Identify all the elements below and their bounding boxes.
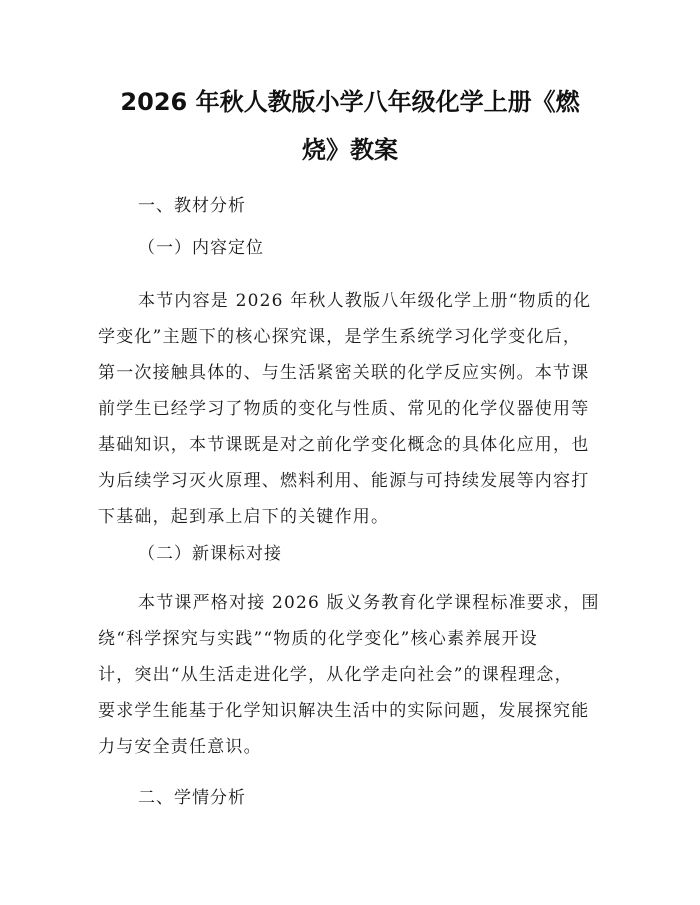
paragraph-line: 为后续学习灭火原理、燃料利用、能源与可持续发展等内容打 xyxy=(98,471,590,491)
paragraph-line: 本节课严格对接 2026 版义务教育化学课程标准要求，围 xyxy=(138,593,600,613)
paragraph-line: 力与安全责任意识。 xyxy=(98,737,262,757)
paragraph-line: 本节内容是 2026 年秋人教版八年级化学上册“物质的化 xyxy=(138,291,592,311)
paragraph-line: 前学生已经学习了物质的变化与性质、常见的化学仪器使用等 xyxy=(98,399,590,419)
paragraph-line: 下基础，起到承上启下的关键作用。 xyxy=(98,507,390,527)
paragraph-line: 要求学生能基于化学知识解决生活中的实际问题，发展探究能 xyxy=(98,701,590,721)
paragraph-curriculum-standards xyxy=(98,585,606,765)
document-title-line-2: 烧》教案 xyxy=(302,136,398,164)
paragraph-line: 绕“科学探究与实践”“物质的化学变化”核心素养展开设 xyxy=(98,629,538,649)
paragraph-line: 基础知识，本节课既是对之前化学变化概念的具体化应用，也 xyxy=(98,435,590,455)
section-heading-textbook-analysis: 一、教材分析 xyxy=(138,196,246,216)
document-title-line-1: 2026 年秋人教版小学八年级化学上册《燃 xyxy=(120,88,580,116)
subsection-heading-curriculum-standards: （二）新课标对接 xyxy=(138,544,282,564)
section-heading-learner-analysis: 二、学情分析 xyxy=(138,788,246,808)
subsection-heading-content-positioning: （一）内容定位 xyxy=(138,238,264,258)
paragraph-line: 第一次接触具体的、与生活紧密关联的化学反应实例。本节课 xyxy=(98,363,590,383)
paragraph-line: 学变化”主题下的核心探究课，是学生系统学习化学变化后， xyxy=(98,327,582,347)
paragraph-line: 计，突出“从生活走进化学，从化学走向社会”的课程理念， xyxy=(98,665,573,685)
paragraph-content-positioning xyxy=(98,283,606,535)
